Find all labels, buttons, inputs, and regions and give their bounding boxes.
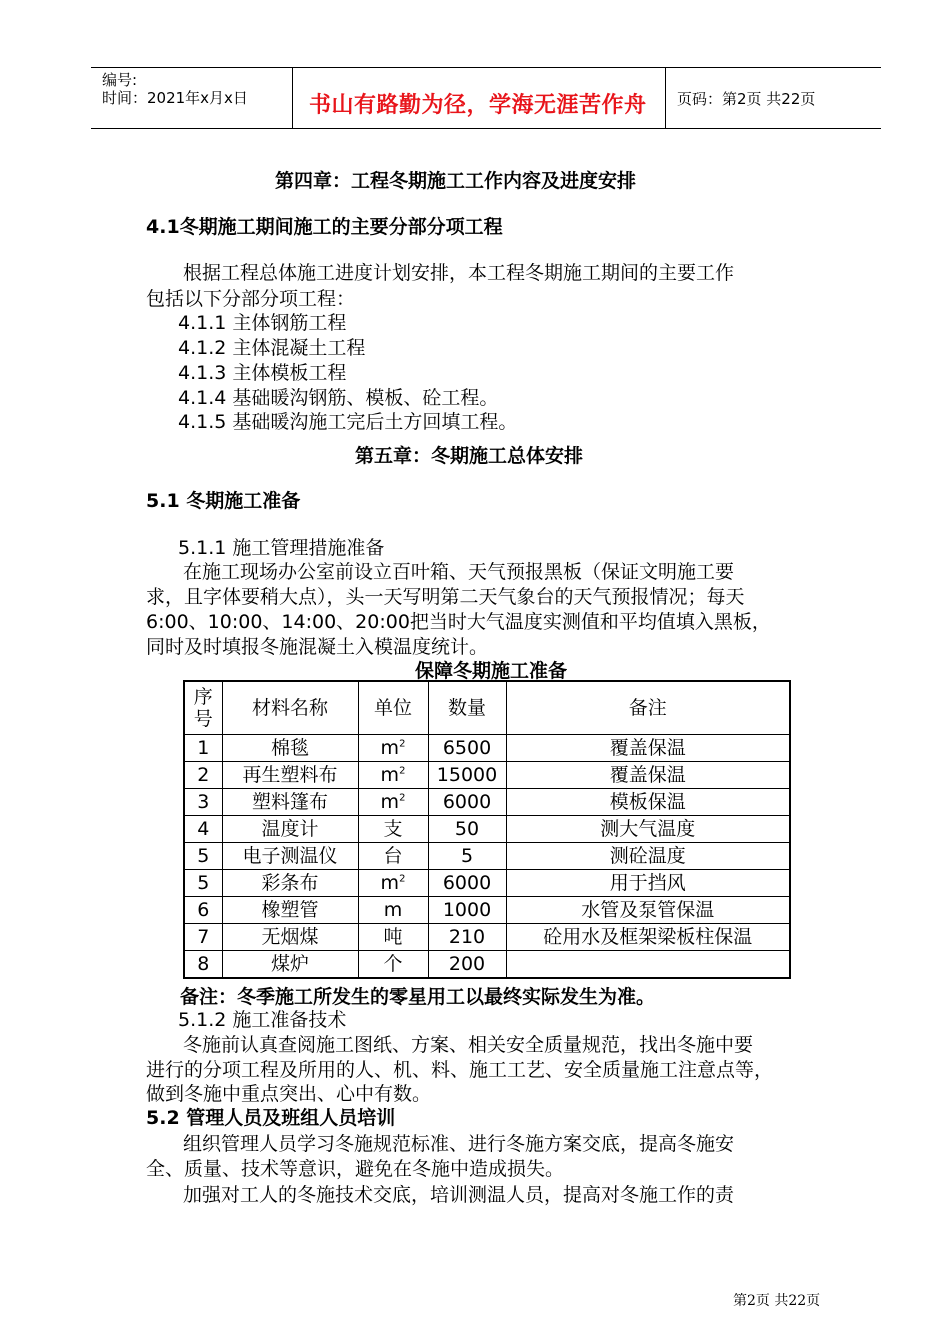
table-cell: 4 (184, 816, 222, 843)
table-header-cell: 材料名称 (222, 681, 358, 735)
paragraph-line: 组织管理人员学习冬施规范标准、进行冬施方案交底，提高冬施安 (183, 1133, 735, 1155)
table-cell: 1000 (428, 897, 506, 924)
header-number-label: 编号: (102, 71, 138, 89)
unit-superscript: 2 (399, 765, 406, 777)
table-cell: $m^2$ (358, 762, 428, 789)
chapter-4-title: 第四章：工程冬期施工工作内容及进度安排 (275, 170, 637, 192)
section-5-2-title: 5.2 管理人员及班组人员培训 (146, 1107, 396, 1129)
paragraph-line: 6:00、10:00、14:00、20:00把当时大气温度实测值和平均值填入黑板， (146, 611, 771, 633)
list-item: 4.1.1 主体钢筋工程 (178, 312, 347, 334)
header-motto: 书山有路勤为径，学海无涯苦作舟 (309, 93, 647, 118)
table-row (184, 762, 790, 789)
section-5-1-title: 5.1 冬期施工准备 (146, 490, 301, 512)
table-cell: 模板保温 (506, 789, 790, 816)
table-cell: 覆盖保温 (506, 762, 790, 789)
table-cell: 2 (184, 762, 222, 789)
table-cell: 吨 (358, 924, 428, 951)
table-cell: 覆盖保温 (506, 735, 790, 762)
table-cell: 6000 (428, 789, 506, 816)
table-cell: 再生塑料布 (222, 762, 358, 789)
paragraph-line: 包括以下分部分项工程： (146, 288, 356, 310)
table-cell: 6500 (428, 735, 506, 762)
list-item: 4.1.5 基础暖沟施工完后土方回填工程。 (178, 411, 518, 433)
table-cell: 测大气温度 (506, 816, 790, 843)
paragraph-line: 全、质量、技术等意识，避免在冬施中造成损失。 (146, 1158, 565, 1180)
table-cell: 温度计 (222, 816, 358, 843)
table-cell: $m^2$ (358, 870, 428, 897)
header-divider (665, 67, 666, 128)
chapter-5-title: 第五章：冬期施工总体安排 (355, 445, 584, 467)
section-4-1-title: 4.1冬期施工期间施工的主要分部分项工程 (146, 216, 503, 238)
table-cell: 7 (184, 924, 222, 951)
paragraph-line: 做到冬施中重点突出、心中有数。 (146, 1083, 432, 1105)
header-page-label: 页码：第2页 共22页 (677, 90, 816, 108)
table-cell: 煤炉 (222, 951, 358, 979)
list-item: 4.1.2 主体混凝土工程 (178, 337, 366, 359)
table-cell: 塑料篷布 (222, 789, 358, 816)
paragraph-line: 加强对工人的冬施技术交底，培训测温人员，提高对冬施工作的责 (183, 1184, 735, 1206)
unit-superscript: 2 (399, 738, 406, 750)
table-cell: 6000 (428, 870, 506, 897)
table-cell: 200 (428, 951, 506, 979)
footer-page-number: 第2页 共22页 (733, 1293, 821, 1309)
table-cell: 水管及泵管保温 (506, 897, 790, 924)
header-bottom-rule (91, 128, 881, 129)
table-cell: 8 (184, 951, 222, 979)
table-cell: 6 (184, 897, 222, 924)
table-cell: 彩条布 (222, 870, 358, 897)
paragraph-line: 在施工现场办公室前设立百叶箱、天气预报黑板（保证文明施工要 (183, 561, 735, 583)
header-divider (292, 67, 293, 128)
table-cell: 用于挡风 (506, 870, 790, 897)
table-row (184, 924, 790, 951)
table-cell: 橡塑管 (222, 897, 358, 924)
paragraph-line: 求，且字体要稍大点），头一天写明第二天气象台的天气预报情况；每天 (146, 586, 745, 608)
table-row (184, 789, 790, 816)
header-top-rule (91, 67, 881, 68)
table-header-row (184, 681, 790, 735)
unit-superscript: 2 (399, 792, 406, 804)
table-cell: 棉毯 (222, 735, 358, 762)
table-cell: $m^2$ (358, 735, 428, 762)
table-cell: 15000 (428, 762, 506, 789)
list-item: 4.1.4 基础暖沟钢筋、模板、砼工程。 (178, 387, 499, 409)
table-title: 保障冬期施工准备 (415, 660, 568, 682)
table-header-cell: 备注 (506, 681, 790, 735)
table-cell: 台 (358, 843, 428, 870)
table-row (184, 897, 790, 924)
table-header-cell: 数量 (428, 681, 506, 735)
table-cell: 5 (184, 843, 222, 870)
table-cell: 5 (428, 843, 506, 870)
table-cell (506, 951, 790, 979)
table-header-cell: 序号 (184, 681, 222, 735)
subsection-5-1-1-title: 5.1.1 施工管理措施准备 (178, 537, 385, 559)
subsection-5-1-2-title: 5.1.2 施工准备技术 (178, 1009, 347, 1031)
table-cell: m (358, 897, 428, 924)
table-note: 备注：冬季施工所发生的零星用工以最终实际发生为准。 (180, 986, 656, 1008)
paragraph-line: 同时及时填报冬施混凝土入模温度统计。 (146, 636, 489, 658)
paragraph-line: 根据工程总体施工进度计划安排，本工程冬期施工期间的主要工作 (183, 262, 735, 284)
table-cell: 测砼温度 (506, 843, 790, 870)
table-row (184, 816, 790, 843)
paragraph-line: 进行的分项工程及所用的人、机、料、施工工艺、安全质量施工注意点等， (146, 1059, 774, 1081)
table-cell: 5 (184, 870, 222, 897)
table-cell: 3 (184, 789, 222, 816)
table-cell: 50 (428, 816, 506, 843)
table-cell: 1 (184, 735, 222, 762)
table-row (184, 870, 790, 897)
table-cell: 无烟煤 (222, 924, 358, 951)
paragraph-line: 冬施前认真查阅施工图纸、方案、相关安全质量规范，找出冬施中要 (183, 1034, 754, 1056)
table-row (184, 735, 790, 762)
table-cell: $m^2$ (358, 789, 428, 816)
list-item: 4.1.3 主体模板工程 (178, 362, 347, 384)
table-row (184, 843, 790, 870)
table-row (184, 951, 790, 979)
materials-table (183, 680, 791, 979)
table-cell: 个 (358, 951, 428, 979)
table-cell: 210 (428, 924, 506, 951)
table-header-cell: 单位 (358, 681, 428, 735)
table-cell: 电子测温仪 (222, 843, 358, 870)
table-cell: 砼用水及框架梁板柱保温 (506, 924, 790, 951)
table-cell: 支 (358, 816, 428, 843)
header-time-label: 时间：2021年x月x日 (102, 89, 248, 107)
unit-superscript: 2 (399, 873, 406, 885)
